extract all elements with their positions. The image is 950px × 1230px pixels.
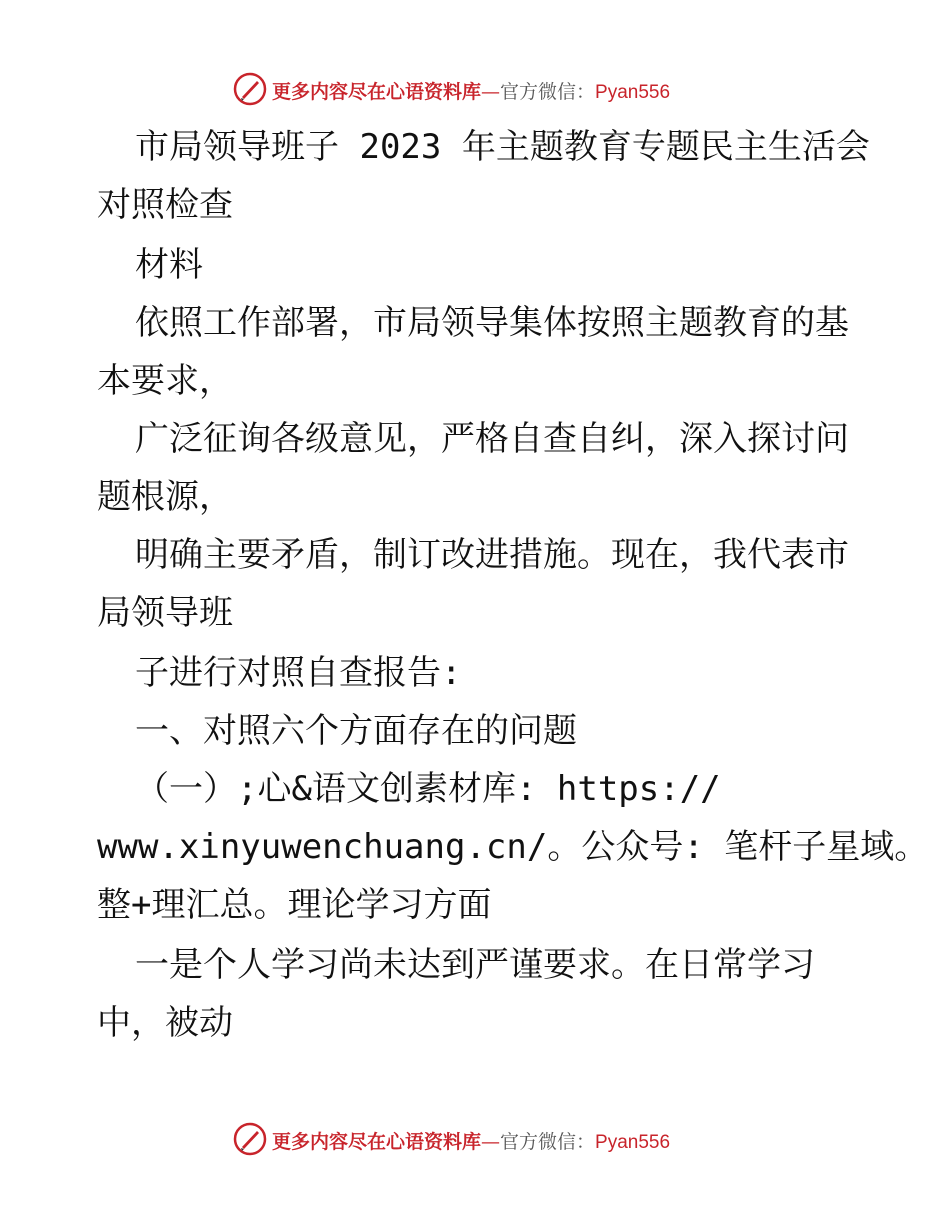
doc-title-line-1: 市局领导班子 2023 年主题教育专题民主生活会	[135, 127, 870, 167]
doc-title-line-2: 对照检查	[97, 185, 233, 225]
paragraph-line: 局领导班	[97, 593, 233, 633]
paragraph-line: 依照工作部署，市局领导集体按照主题教育的基	[135, 303, 849, 343]
banner-wechat-id: Pyan556	[595, 82, 671, 103]
banner-wechat-label: 官方微信：	[500, 1131, 596, 1153]
doc-title-line-3: 材料	[135, 245, 203, 285]
banner-wechat-id: Pyan556	[595, 1132, 671, 1153]
subsection-line: 整+理汇总。理论学习方面	[97, 885, 492, 925]
banner-wechat-label: 官方微信：	[500, 81, 596, 103]
subsection-line: （一）;心&语文创素材库: https://	[135, 769, 721, 809]
paragraph-line: 子进行对照自查报告:	[135, 653, 462, 693]
paragraph-line: 明确主要矛盾，制订改进措施。现在，我代表市	[135, 535, 849, 575]
paragraph-line: 中，被动	[97, 1003, 233, 1043]
header-watermark-banner	[0, 70, 950, 110]
subsection-line: www.xinyuwenchuang.cn/。公众号: 笔杆子星域。	[97, 827, 929, 867]
banner-dash: —	[481, 81, 501, 103]
paragraph-line: 一是个人学习尚未达到严谨要求。在日常学习	[135, 945, 815, 985]
banner-dash: —	[481, 1131, 501, 1153]
section-heading: 一、对照六个方面存在的问题	[135, 711, 577, 751]
paragraph-line: 广泛征询各级意见，严格自查自纠，深入探讨问	[135, 419, 849, 459]
banner-text	[272, 77, 670, 104]
banner-main-text: 更多内容尽在心语资料库	[272, 81, 482, 103]
quill-logo-icon	[233, 1122, 267, 1156]
paragraph-line: 题根源，	[97, 477, 233, 517]
paragraph-line: 本要求，	[97, 361, 233, 401]
banner-text	[272, 1127, 670, 1154]
quill-logo-icon	[233, 72, 267, 106]
banner-main-text: 更多内容尽在心语资料库	[272, 1131, 482, 1153]
footer-watermark-banner	[0, 1120, 950, 1160]
